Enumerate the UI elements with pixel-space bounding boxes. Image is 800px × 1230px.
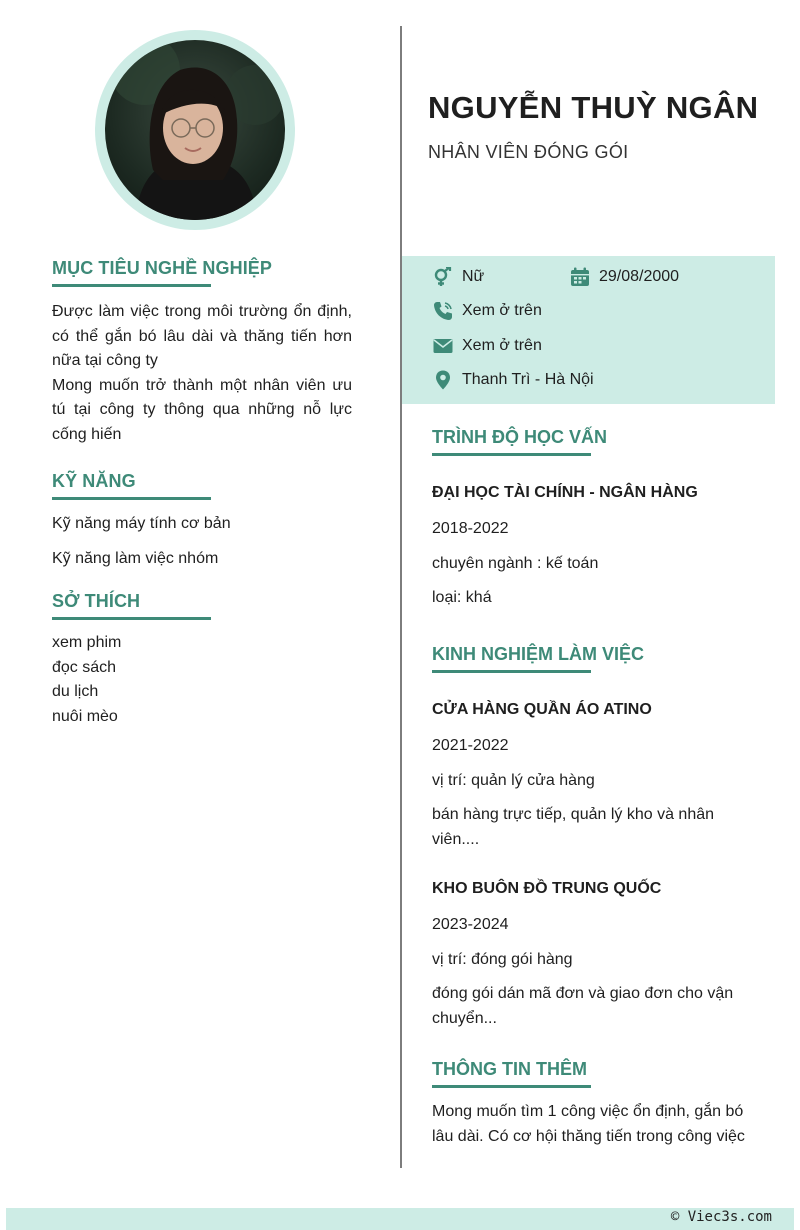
email-row (432, 335, 542, 357)
gender-icon (432, 266, 454, 288)
experience-section (432, 644, 762, 1031)
column-divider (400, 26, 402, 1168)
skill-item: Kỹ năng làm việc nhóm (52, 549, 219, 567)
experience-entry (432, 880, 762, 1031)
objective-section (52, 258, 352, 447)
address-row (432, 369, 594, 391)
education-school: ĐẠI HỌC TÀI CHÍNH - NGÂN HÀNG (432, 484, 698, 501)
hobby-item: du lịch (52, 683, 99, 700)
experience-company: CỬA HÀNG QUẦN ÁO ATINO (432, 701, 652, 718)
email-icon (432, 335, 454, 357)
extra-info-text: Mong muốn tìm 1 công việc ổn định, gắn bó lâu dài. Có cơ hội thăng tiến trong công việc (432, 1103, 745, 1145)
dob-value: 29/08/2000 (599, 268, 680, 285)
education-section (432, 427, 762, 611)
contact-panel (402, 256, 775, 404)
job-title: NHÂN VIÊN ĐÓNG GÓI (428, 142, 629, 162)
experience-title: KINH NGHIỆM LÀM VIỆC (432, 644, 762, 670)
email-value: Xem ở trên (462, 337, 542, 354)
experience-entry (432, 701, 762, 852)
objective-text-2: Mong muốn trở thành một nhân viên ưu tú tại công ty thông qua những nỗ lực cống hiến (52, 376, 352, 443)
avatar (105, 40, 285, 220)
phone-icon (432, 300, 454, 322)
experience-position: vị trí: đóng gói hàng (432, 950, 573, 968)
education-major: chuyên ngành : kế toán (432, 554, 599, 572)
education-years: 2018-2022 (432, 520, 509, 537)
education-grade: loại: khá (432, 589, 492, 606)
candidate-name: NGUYỄN THUỲ NGÂN (428, 90, 759, 125)
location-icon (432, 369, 454, 391)
footer-bar (6, 1208, 794, 1230)
extra-info-section (432, 1059, 762, 1149)
footer-copyright: © Viec3s.com (670, 1209, 772, 1225)
extra-info-title: THÔNG TIN THÊM (432, 1059, 762, 1085)
experience-company: KHO BUÔN ĐỒ TRUNG QUỐC (432, 880, 662, 897)
experience-years: 2023-2024 (432, 916, 509, 933)
gender-value: Nữ (462, 268, 485, 285)
calendar-icon (569, 266, 591, 288)
skill-item: Kỹ năng máy tính cơ bản (52, 515, 231, 532)
address-value: Thanh Trì - Hà Nội (462, 371, 594, 388)
hobby-item: xem phim (52, 634, 122, 651)
objective-title: MỤC TIÊU NGHỀ NGHIỆP (52, 258, 352, 284)
phone-value: Xem ở trên (462, 302, 542, 319)
hobby-item: nuôi mèo (52, 707, 118, 725)
education-title: TRÌNH ĐỘ HỌC VẤN (432, 427, 762, 453)
hobby-item: đọc sách (52, 658, 117, 676)
skills-title: KỸ NĂNG (52, 471, 352, 497)
hobbies-title: SỞ THÍCH (52, 591, 352, 617)
dob-row (569, 266, 679, 288)
experience-position: vị trí: quản lý cửa hàng (432, 771, 595, 789)
avatar-photo (105, 40, 285, 220)
experience-years: 2021-2022 (432, 737, 509, 754)
skills-section (52, 471, 352, 571)
experience-desc: bán hàng trực tiếp, quản lý kho và nhân viên.... (432, 806, 715, 848)
hobbies-section (52, 591, 352, 729)
gender-row (432, 266, 484, 288)
objective-text-1: Được làm việc trong môi trường ổn định, có thể gắn bó lâu dài và thăng tiến hơn nữa tại công ty (52, 303, 352, 369)
avatar-ring (95, 30, 295, 230)
experience-desc: đóng gói dán mã đơn và giao đơn cho vận chuyển... (432, 985, 734, 1027)
phone-row (432, 300, 542, 322)
